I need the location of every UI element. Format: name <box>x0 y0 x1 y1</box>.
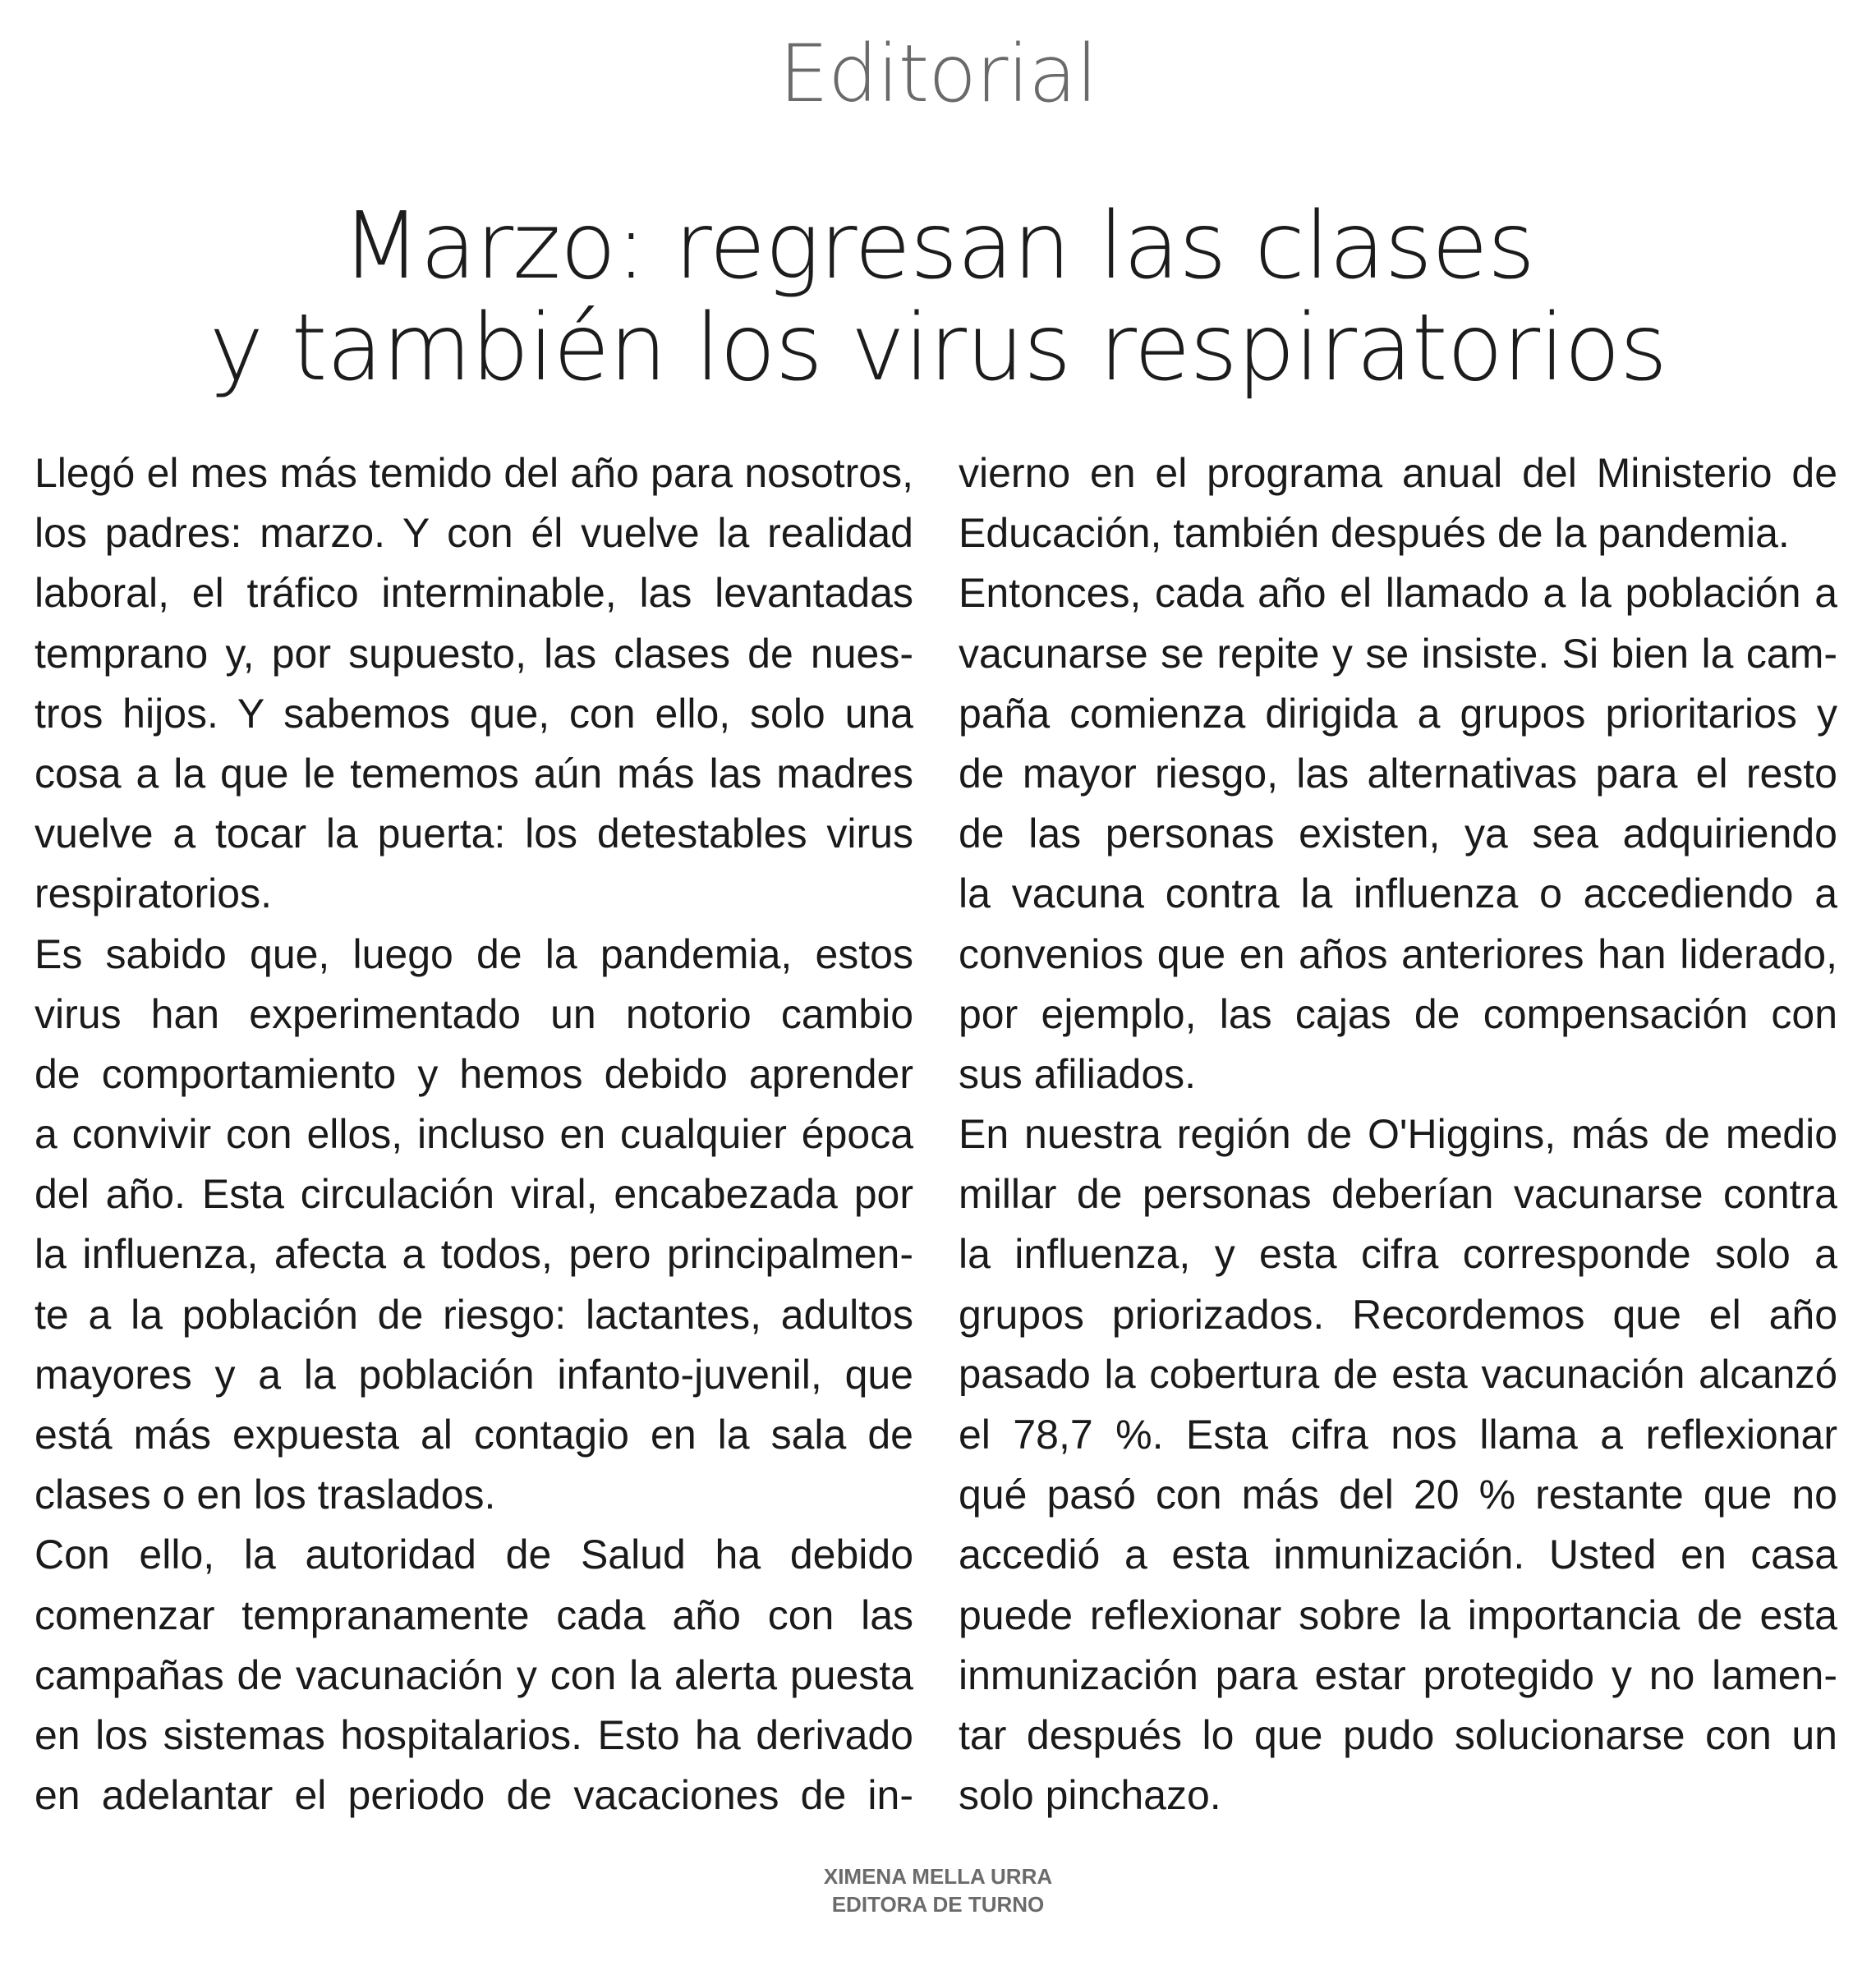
text-line: tar después lo que pudo solucionarse con un <box>959 1711 1837 1758</box>
headline-line-1: Marzo: regresan las clases <box>341 193 1535 300</box>
text-line: laboral, el tráfico interminable, las levantadas <box>34 570 913 617</box>
text-line: por ejemplo, las cajas de compensación con <box>959 990 1837 1037</box>
text-line: vuelve a tocar la puerta: los detestables virus <box>34 811 913 857</box>
author-name: XIMENA MELLA URRA <box>823 1864 1053 1889</box>
text-line: pasado la cobertura de esta vacunación alcanzó <box>959 1352 1837 1397</box>
byline <box>0 1862 1876 1918</box>
text-line: millar de personas deberían vacunarse contra <box>959 1171 1837 1218</box>
text-line: en los sistemas hospitalarios. Esto ha derivado <box>34 1711 913 1758</box>
text-line: Llegó el mes más temido del año para nosotros, <box>34 450 913 496</box>
text-line: Es sabido que, luego de la pandemia, estos <box>34 930 913 977</box>
text-line: puede reflexionar sobre la importancia de esta <box>959 1591 1837 1638</box>
text-line: qué pasó con más del 20 % restante que no <box>959 1472 1837 1518</box>
text-line: del año. Esta circulación viral, encabezada por <box>34 1171 913 1218</box>
text-line: solo pinchazo. <box>959 1772 1221 1819</box>
text-line: el 78,7 %. Esta cifra nos llama a reflexionar <box>959 1412 1837 1458</box>
text-line: grupos priorizados. Recordemos que el año <box>959 1291 1837 1338</box>
text-line: vierno en el programa anual del Ministerio de <box>959 450 1837 496</box>
text-line: cosa a la que le tememos aún más las madres <box>34 750 913 797</box>
text-line: en adelantar el periodo de vacaciones de in- <box>34 1772 913 1819</box>
text-line: tros hijos. Y sabemos que, con ello, solo una <box>34 690 913 737</box>
text-line: mayores y a la población infanto-juvenil, que <box>34 1351 913 1398</box>
text-line: de mayor riesgo, las alternativas para el resto <box>959 750 1837 797</box>
headline <box>0 193 1876 402</box>
text-line: accedió a esta inmunización. Usted en casa <box>959 1532 1837 1578</box>
text-line: a convivir con ellos, incluso en cualquier época <box>34 1111 913 1158</box>
text-line: de las personas existen, ya sea adquiriendo <box>959 811 1837 857</box>
text-line: inmunización para estar protegido y no lamen- <box>959 1651 1837 1698</box>
text-line: Con ello, la autoridad de Salud ha debido <box>34 1532 913 1578</box>
text-line: respiratorios. <box>34 870 272 917</box>
text-line: la influenza, afecta a todos, pero principalmen- <box>34 1231 913 1278</box>
text-line: temprano y, por supuesto, las clases de nues- <box>34 630 913 677</box>
text-line: vacunarse se repite y se insiste. Si bien la cam- <box>959 630 1837 677</box>
text-line: la influenza, y esta cifra corresponde solo a <box>959 1231 1837 1278</box>
text-line: En nuestra región de O'Higgins, más de medio <box>959 1111 1837 1158</box>
author-role: EDITORA DE TURNO <box>831 1892 1045 1917</box>
text-line: los padres: marzo. Y con él vuelve la realidad <box>34 510 913 557</box>
text-line: Educación, también después de la pandemia. <box>959 510 1790 557</box>
text-line: la vacuna contra la influenza o accediendo a <box>959 870 1837 917</box>
text-line: comenzar tempranamente cada año con las <box>34 1591 913 1638</box>
text-line: campañas de vacunación y con la alerta puesta <box>34 1651 913 1698</box>
text-line: Entonces, cada año el llamado a la población a <box>959 570 1837 617</box>
headline-line-2: y también los virus respiratorios <box>209 295 1667 402</box>
article-column-right <box>959 443 1837 1826</box>
text-line: está más expuesta al contagio en la sala de <box>34 1412 913 1458</box>
text-line: de comportamiento y hemos debido aprender <box>34 1050 913 1097</box>
text-line: clases o en los traslados. <box>34 1472 496 1518</box>
text-line: virus han experimentado un notorio cambio <box>34 990 913 1037</box>
article-column-left <box>34 443 913 1826</box>
text-line: te a la población de riesgo: lactantes, adultos <box>34 1291 913 1338</box>
text-line: sus afiliados. <box>959 1050 1197 1097</box>
text-line: convenios que en años anteriores han liderado, <box>959 930 1837 977</box>
section-label: Editorial <box>779 28 1097 120</box>
text-line: paña comienza dirigida a grupos prioritarios y <box>959 690 1837 737</box>
